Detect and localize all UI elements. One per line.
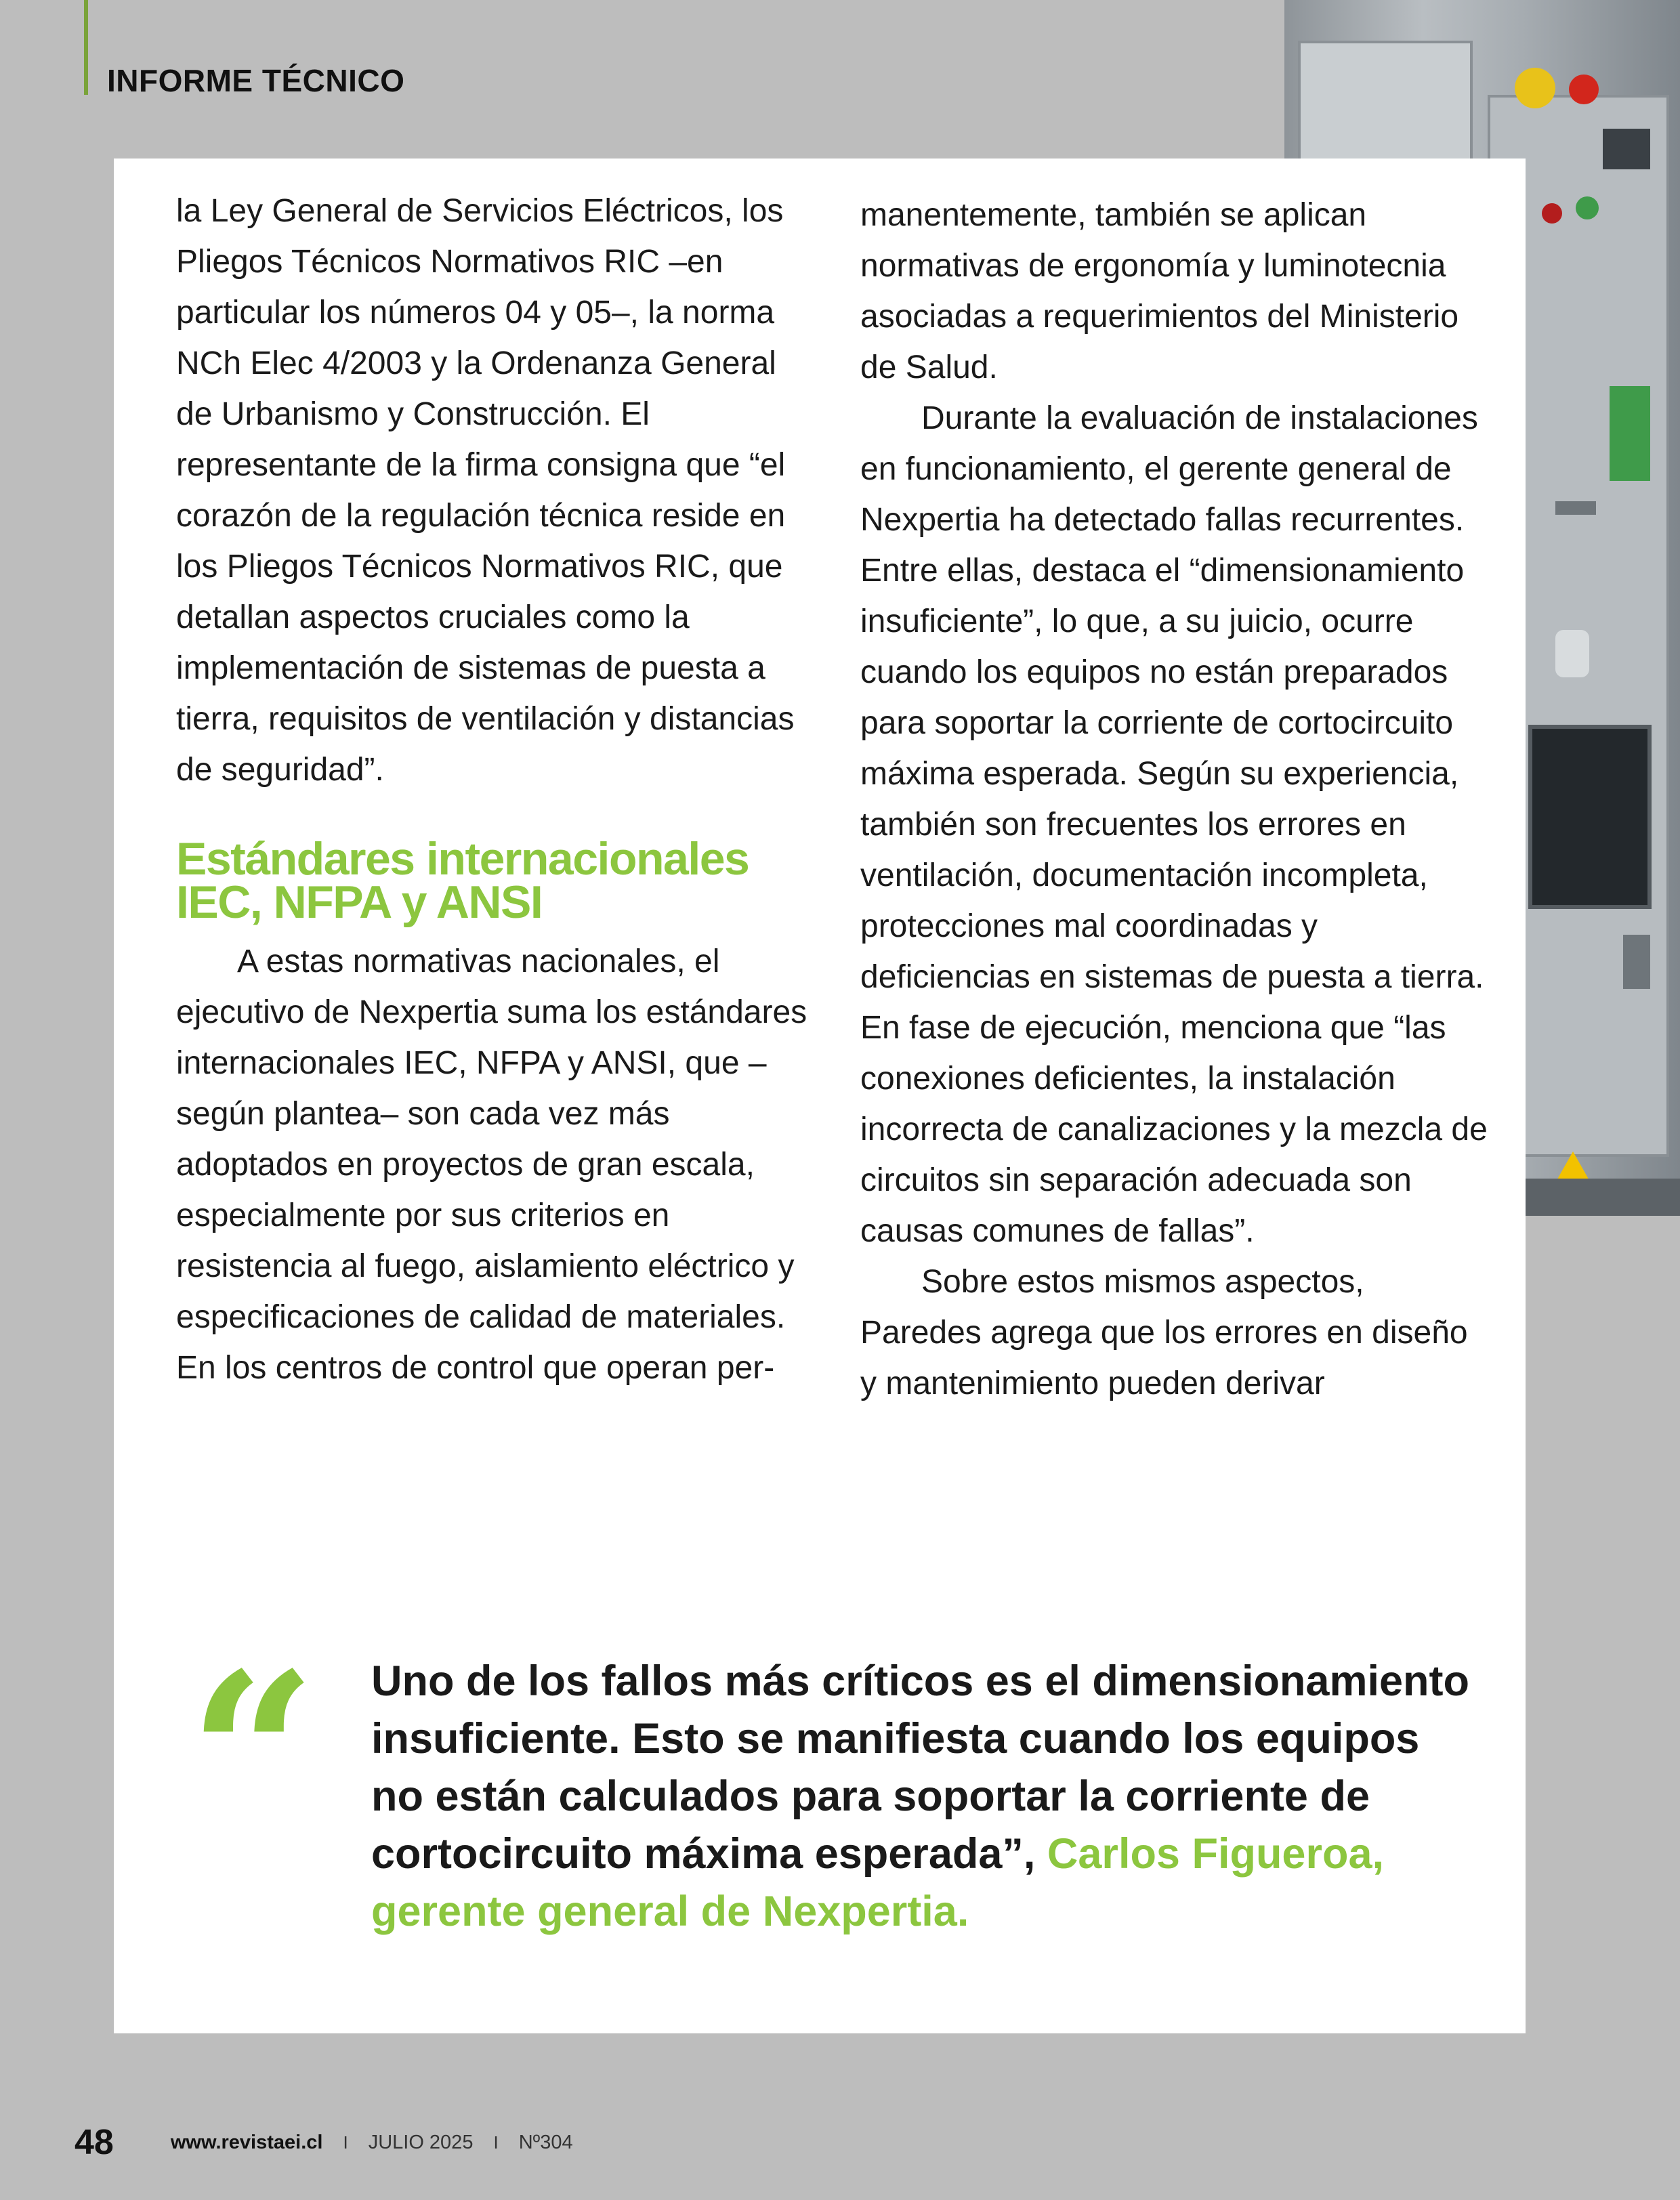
page-footer	[75, 2119, 573, 2166]
article-card	[114, 158, 1526, 2033]
quote-mark-icon: “	[188, 1624, 317, 1886]
page-number: 48	[75, 2123, 114, 2162]
article-column-left	[176, 186, 813, 1393]
footer-separator: I	[493, 2132, 499, 2153]
paragraph: manentemente, también se aplican normativas de ergonomía y luminotecnia asociadas a requerimientos del Ministerio de Salud.	[860, 197, 1459, 385]
paragraph: Sobre estos mismos aspectos, Paredes agrega que los errores en diseño y mantenimiento pueden derivar	[860, 1264, 1468, 1401]
section-label: INFORME TÉCNICO	[107, 63, 405, 98]
issue-number: Nº304	[518, 2131, 573, 2153]
issue-date: JULIO 2025	[368, 2131, 474, 2153]
article-column-right	[860, 190, 1490, 1409]
pull-quote-attribution: Carlos Figueroa, gerente general de Nexpertia.	[371, 1830, 1384, 1935]
footer-separator: I	[343, 2132, 348, 2153]
paragraph: la Ley General de Servicios Eléctricos, los Pliegos Técnicos Normativos RIC –en particular los números 04 y 05–, la norma NCh Elec 4/2003 y la Ordenanza General de Urbanismo y Construcción. El representante de la firma consigna que “el corazón de la regulación técnica reside en los Pliegos Técnicos Normativos RIC, que detallan aspectos cruciales como la implementación de sistemas de puesta a tierra, requisitos de ventilación y distancias de seguridad”.	[176, 193, 795, 788]
subheading: Estándares internacionales IEC, NFPA y ANSI	[176, 833, 749, 928]
pull-quote	[371, 1653, 1482, 1941]
paragraph: A estas normativas nacionales, el ejecutivo de Nexpertia suma los estándares internacionales IEC, NFPA y ANSI, que –según plantea– son cada vez más adoptados en proyectos de gran escala, especialmente por sus criterios en resistencia al fuego, aislamiento eléctrico y especificaciones de calidad de materiales. En los centros de control que operan per-	[176, 944, 807, 1386]
header-rule	[84, 0, 88, 95]
website-link[interactable]: www.revistaei.cl	[170, 2131, 323, 2153]
pull-quote-text: Uno de los fallos más críticos es el dimensionamiento insuficiente. Esto se manifiesta cuando los equipos no están calculados para soportar la corriente de cortocircuito máxima esperada”,	[371, 1657, 1469, 1878]
paragraph: Durante la evaluación de instalaciones en funcionamiento, el gerente general de Nexpertia ha detectado fallas recurrentes. Entre ellas, destaca el “dimensionamiento insuficiente”, lo que, a su juicio, ocurre cuando los equipos no están preparados para soportar la corriente de cortocircuito máxima esperada. Según su experiencia, también son frecuentes los errores en ventilación, documentación incompleta, protecciones mal coordinadas y deficiencias en sistemas de puesta a tierra. En fase de ejecución, menciona que “las conexiones deficientes, la instalación incorrecta de canalizaciones y la mezcla de circuitos sin separación adecuada son causas comunes de fallas”.	[860, 400, 1488, 1249]
